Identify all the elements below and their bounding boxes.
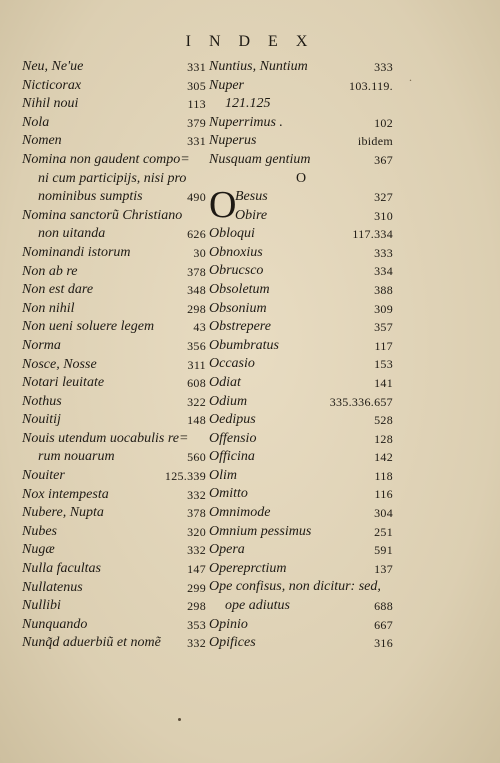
entry-page: 332 — [187, 487, 206, 502]
index-entry — [22, 356, 206, 375]
entry-term: Obstrepere — [209, 319, 271, 335]
entry-term: Nola — [22, 114, 50, 130]
entry-page: 251 — [374, 524, 393, 539]
entry-page: 304 — [374, 506, 393, 521]
index-entry — [209, 616, 393, 635]
entry-page: 334 — [374, 264, 393, 279]
entry-term: Nouiter — [22, 468, 65, 484]
entry-page: 356 — [187, 338, 206, 353]
index-entry — [22, 207, 206, 226]
entry-page: 113 — [187, 97, 206, 112]
index-entry — [209, 374, 393, 393]
entry-term: Besus — [235, 189, 268, 205]
entry-term: Non est dare — [22, 282, 94, 298]
entry-page: 128 — [374, 431, 393, 446]
index-entry — [22, 337, 206, 356]
index-entry — [209, 77, 393, 96]
entry-term: Nugæ — [22, 542, 55, 558]
entry-term: Neu, Ne'ue — [22, 59, 84, 74]
entry-page: 147 — [187, 562, 206, 577]
entry-term: Odiat — [209, 374, 241, 390]
entry-term: Nunq̃d aduerbiũ et nomẽ — [22, 635, 161, 651]
index-entry — [209, 337, 393, 356]
index-entry — [209, 300, 393, 319]
entry-term: Opereprctium — [209, 560, 287, 576]
index-entry — [209, 634, 393, 653]
index-entry — [22, 58, 206, 77]
entry-page: 591 — [374, 543, 393, 558]
index-entry — [22, 263, 206, 282]
entry-page: 667 — [374, 617, 393, 632]
entry-page: 137 — [374, 561, 393, 576]
index-entry — [22, 523, 206, 542]
index-entry — [209, 207, 393, 226]
index-entry — [209, 448, 393, 467]
entry-term: 121.125 — [225, 96, 271, 112]
index-entry — [209, 151, 393, 170]
entry-term: Nuntius, Nuntium — [209, 59, 308, 74]
index-entry — [22, 244, 206, 263]
index-entry-continuation — [22, 188, 206, 207]
entry-page: 688 — [374, 599, 393, 614]
entry-term: Opifices — [209, 635, 256, 651]
index-entry — [209, 262, 393, 281]
entry-page: 298 — [187, 599, 206, 614]
section-letter: O — [295, 170, 307, 186]
entry-term: Nosce, Nosse — [22, 356, 97, 372]
index-column-right — [209, 58, 393, 653]
decorated-initial: O — [209, 184, 237, 227]
index-entry — [22, 467, 206, 486]
entry-term: rum nouarum — [38, 449, 115, 465]
index-entry — [209, 188, 393, 207]
index-entry — [209, 393, 393, 412]
entry-term: Obumbratus — [209, 337, 280, 353]
entry-page: 353 — [187, 617, 206, 632]
entry-page: 378 — [187, 264, 206, 279]
entry-page: 388 — [374, 282, 393, 297]
entry-page: 378 — [187, 506, 206, 521]
page-header: I N D E X — [185, 33, 315, 50]
index-entry — [209, 467, 393, 486]
entry-term: Nothus — [22, 393, 62, 409]
index-entry-continuation — [22, 448, 206, 467]
entry-page: 103.119. — [349, 78, 393, 93]
index-entry — [22, 560, 206, 579]
index-entry — [209, 318, 393, 337]
index-entry — [209, 430, 393, 449]
entry-page: 379 — [187, 115, 206, 130]
entry-term: Olim — [209, 467, 237, 483]
index-entry — [22, 151, 206, 170]
entry-page: 309 — [374, 301, 393, 316]
entry-page: 327 — [374, 190, 393, 205]
index-entry — [209, 58, 393, 77]
index-entry — [22, 411, 206, 430]
entry-page: 626 — [187, 227, 206, 242]
entry-term: Nullatenus — [22, 579, 83, 595]
entry-term: Nicticorax — [22, 77, 82, 93]
entry-page: 43 — [193, 320, 206, 335]
entry-page: 305 — [187, 78, 206, 93]
index-entry — [22, 504, 206, 523]
index-entry — [22, 393, 206, 412]
index-entry — [22, 95, 206, 114]
index-entry — [22, 374, 206, 393]
entry-term: Oedipus — [209, 412, 256, 428]
index-entry — [22, 77, 206, 96]
entry-page: 117 — [374, 338, 393, 353]
entry-page: 322 — [187, 394, 206, 409]
entry-term: Obrucsco — [209, 263, 264, 279]
index-entry — [209, 578, 393, 597]
margin-mark: . — [409, 70, 412, 84]
entry-term: Nomina sanctorũ Christiano — [22, 207, 183, 223]
entry-page: 153 — [374, 357, 393, 372]
entry-term: nominibus sumptis — [38, 189, 143, 205]
index-entry — [22, 300, 206, 319]
index-entry-continuation — [22, 170, 206, 189]
index-entry — [22, 430, 206, 449]
index-entry — [22, 541, 206, 560]
entry-term: non uitanda — [38, 226, 106, 242]
entry-page: 332 — [187, 636, 206, 651]
entry-term: Offensio — [209, 430, 257, 446]
index-entry-continuation — [209, 95, 393, 114]
entry-page: 331 — [187, 134, 206, 149]
entry-term: Officina — [209, 449, 255, 465]
entry-term: Nouitij — [22, 412, 61, 428]
entry-term: Ope confisus, non dicitur: sed, — [209, 579, 381, 595]
index-entry — [209, 355, 393, 374]
index-entry-continuation — [22, 225, 206, 244]
entry-page: 30 — [193, 245, 206, 260]
entry-term: Omitto — [209, 486, 248, 502]
entry-term: Non ueni soluere legem — [22, 319, 155, 335]
decorated-initial-block — [209, 184, 393, 227]
entry-term: Norma — [22, 337, 61, 353]
entry-page: 316 — [374, 636, 393, 651]
index-entry — [209, 225, 393, 244]
entry-page: 117.334 — [352, 227, 393, 242]
index-entry — [22, 281, 206, 300]
index-entry — [209, 541, 393, 560]
entry-term: Nuperus — [209, 133, 257, 149]
entry-page: 333 — [374, 60, 393, 74]
entry-term: Obire — [235, 207, 268, 223]
entry-term: Nusquam gentium — [209, 151, 311, 167]
entry-term: Nunquando — [22, 616, 88, 632]
entry-page: 125.339 — [164, 469, 206, 484]
index-entry — [209, 485, 393, 504]
entry-page: 367 — [374, 152, 393, 167]
entry-page: 118 — [374, 468, 393, 483]
entry-term: Obsoletum — [209, 281, 270, 297]
entry-term: Nuperrimus . — [209, 114, 283, 130]
entry-term: Nullibi — [22, 598, 61, 614]
index-entry — [209, 523, 393, 542]
entry-term: Nomen — [22, 133, 62, 149]
entry-page: 528 — [374, 413, 393, 428]
index-entry — [22, 114, 206, 133]
index-entry-continuation — [209, 597, 393, 616]
entry-term: Notari leuitate — [22, 375, 105, 391]
entry-page: 608 — [187, 376, 206, 391]
entry-term: Nuper — [209, 77, 244, 93]
entry-page: ibidem — [357, 134, 393, 149]
entry-page: 310 — [374, 208, 393, 223]
index-entry — [209, 560, 393, 579]
entry-page: 311 — [187, 357, 206, 372]
entry-term: Nox intempesta — [22, 486, 109, 502]
index-entry — [22, 318, 206, 337]
entry-term: Omnimode — [209, 505, 271, 521]
entry-term: Nubere, Nupta — [22, 505, 104, 521]
index-entry — [22, 634, 206, 653]
entry-term: Nihil noui — [22, 96, 79, 112]
entry-term: ope adiutus — [225, 598, 290, 614]
entry-term: Nominandi istorum — [22, 244, 131, 260]
index-entry — [209, 411, 393, 430]
entry-term: Obloqui — [209, 226, 255, 242]
entry-page: 332 — [187, 543, 206, 558]
entry-term: Omnium pessimus — [209, 523, 312, 539]
entry-page: 490 — [187, 190, 206, 205]
entry-term: ni cum participijs, nisi pro — [38, 170, 187, 186]
entry-page: 142 — [374, 450, 393, 465]
entry-page: 102 — [374, 115, 393, 130]
entry-page: 331 — [187, 60, 206, 74]
entry-term: Nubes — [22, 523, 57, 539]
entry-term: Nouis utendum uocabulis re= — [22, 430, 189, 446]
entry-page: 348 — [187, 283, 206, 298]
index-entry — [22, 579, 206, 598]
index-entry — [209, 244, 393, 263]
entry-page: 357 — [374, 320, 393, 335]
index-entry — [209, 132, 393, 151]
ink-speck — [178, 718, 181, 721]
entry-term: Obsonium — [209, 300, 267, 316]
entry-page: 333 — [374, 245, 393, 260]
entry-page: 335.336.657 — [329, 394, 393, 409]
index-entry — [22, 597, 206, 616]
index-column-left — [22, 58, 206, 653]
entry-term: Non ab re — [22, 263, 78, 279]
entry-page: 560 — [187, 450, 206, 465]
entry-term: Opera — [209, 542, 245, 558]
index-entry — [209, 114, 393, 133]
entry-term: Odium — [209, 393, 248, 409]
entry-term: Opinio — [209, 616, 248, 632]
entry-term: Nomina non gaudent compo= — [22, 151, 190, 167]
entry-term: Non nihil — [22, 300, 75, 316]
entry-page: 299 — [187, 580, 206, 595]
index-entry — [22, 132, 206, 151]
entry-page: 320 — [187, 524, 206, 539]
index-entry — [209, 504, 393, 523]
index-entry — [22, 486, 206, 505]
entry-page: 116 — [374, 487, 393, 502]
entry-term: Obnoxius — [209, 244, 263, 260]
entry-term: Nulla facultas — [22, 561, 101, 577]
index-entry — [22, 616, 206, 635]
entry-term: Occasio — [209, 356, 255, 372]
entry-page: 141 — [374, 375, 393, 390]
entry-page: 148 — [187, 413, 206, 428]
index-entry — [209, 281, 393, 300]
entry-page: 298 — [187, 301, 206, 316]
